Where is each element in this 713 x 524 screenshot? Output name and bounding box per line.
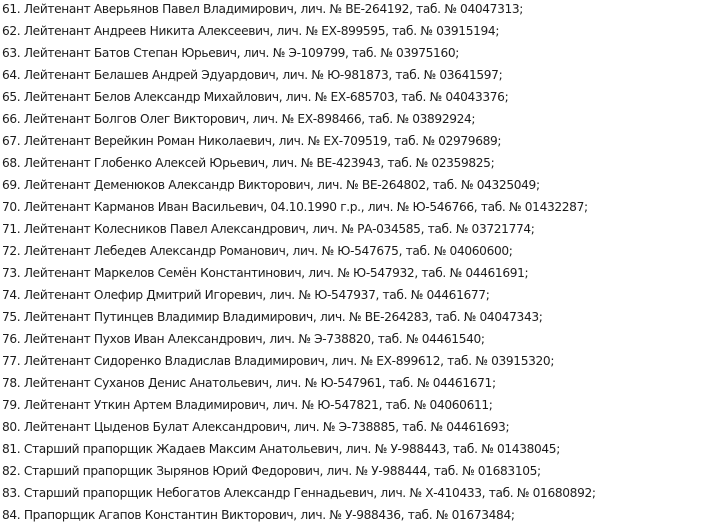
list-item: 74. Лейтенант Олефир Дмитрий Игоревич, лич. № Ю-547937, таб. № 04461677; xyxy=(2,288,490,302)
list-item: 82. Старший прапорщик Зырянов Юрий Федорович, лич. № У-988444, таб. № 01683105; xyxy=(2,464,541,478)
list-item: 73. Лейтенант Маркелов Семён Константинович, лич. № Ю-547932, таб. № 04461691; xyxy=(2,266,529,280)
list-item: 75. Лейтенант Путинцев Владимир Владимирович, лич. № ВЕ-264283, таб. № 04047343; xyxy=(2,310,543,324)
list-item: 81. Старший прапорщик Жадаев Максим Анатольевич, лич. № У-988443, таб. № 01438045; xyxy=(2,442,560,456)
list-item: 64. Лейтенант Белашев Андрей Эдуардович, лич. № Ю-981873, таб. № 03641597; xyxy=(2,68,503,82)
list-item: 71. Лейтенант Колесников Павел Александрович, лич. № РА-034585, таб. № 03721774; xyxy=(2,222,535,236)
list-item: 72. Лейтенант Лебедев Александр Романович, лич. № Ю-547675, таб. № 04060600; xyxy=(2,244,513,258)
list-item: 65. Лейтенант Белов Александр Михайлович, лич. № ЕХ-685703, таб. № 04043376; xyxy=(2,90,509,104)
list-item: 83. Старший прапорщик Небогатов Александр Геннадьевич, лич. № Х-410433, таб. № 01680892; xyxy=(2,486,596,500)
list-item: 63. Лейтенант Батов Степан Юрьевич, лич. № Э-109799, таб. № 03975160; xyxy=(2,46,460,60)
list-item: 77. Лейтенант Сидоренко Владислав Владимирович, лич. № ЕХ-899612, таб. № 03915320; xyxy=(2,354,555,368)
list-item: 70. Лейтенант Карманов Иван Васильевич, 04.10.1990 г.р., лич. № Ю-546766, таб. № 01432287; xyxy=(2,200,588,214)
list-item: 62. Лейтенант Андреев Никита Алексеевич, лич. № ЕХ-899595, таб. № 03915194; xyxy=(2,24,500,38)
list-item: 76. Лейтенант Пухов Иван Александрович, лич. № Э-738820, таб. № 04461540; xyxy=(2,332,485,346)
list-item: 61. Лейтенант Аверьянов Павел Владимирович, лич. № ВЕ-264192, таб. № 04047313; xyxy=(2,2,524,16)
list-item: 66. Лейтенант Болгов Олег Викторович, лич. № ЕХ-898466, таб. № 03892924; xyxy=(2,112,476,126)
list-item: 84. Прапорщик Агапов Константин Викторович, лич. № У-988436, таб. № 01673484; xyxy=(2,508,515,522)
list-item: 78. Лейтенант Суханов Денис Анатольевич, лич. № Ю-547961, таб. № 04461671; xyxy=(2,376,496,390)
list-item: 80. Лейтенант Цыденов Булат Александрович, лич. № Э-738885, таб. № 04461693; xyxy=(2,420,510,434)
list-item: 67. Лейтенант Верейкин Роман Николаевич, лич. № ЕХ-709519, таб. № 02979689; xyxy=(2,134,502,148)
list-item: 79. Лейтенант Уткин Артем Владимирович, лич. № Ю-547821, таб. № 04060611; xyxy=(2,398,493,412)
list-item: 68. Лейтенант Глобенко Алексей Юрьевич, лич. № ВЕ-423943, таб. № 02359825; xyxy=(2,156,495,170)
list-item: 69. Лейтенант Деменюков Александр Викторович, лич. № ВЕ-264802, таб. № 04325049; xyxy=(2,178,540,192)
